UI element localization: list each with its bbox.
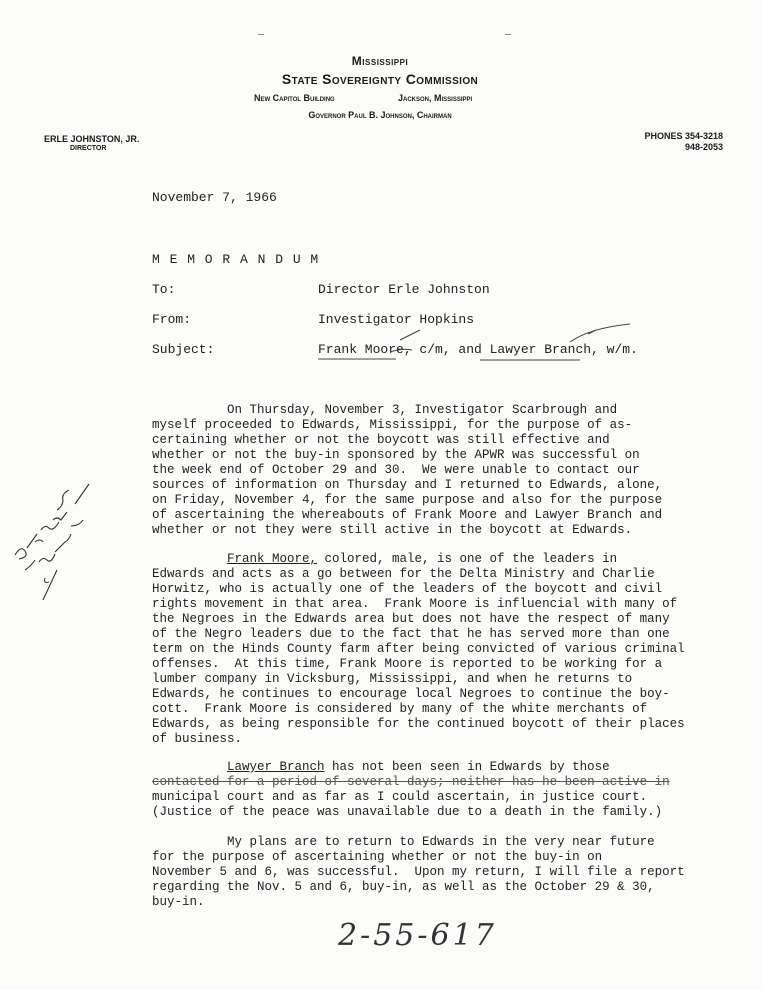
- director-title: DIRECTOR: [70, 145, 107, 152]
- top-mark-right: —: [505, 30, 512, 41]
- text-line: lumber company in Vicksburg, Mississippi, and when he returns to: [152, 672, 633, 686]
- phone-secondary: 948-2053: [684, 142, 723, 152]
- lawyer-branch-name: Lawyer Branch: [227, 760, 325, 774]
- director-name: ERLE JOHNSTON, JR.: [44, 134, 140, 144]
- text-line: term on the Hinds County farm after being convicted of various criminal: [152, 642, 685, 656]
- paragraph-3-first-line: [152, 760, 610, 775]
- letterhead-commission: State Sovereignty Commission: [281, 71, 479, 87]
- from-label: From:: [152, 312, 192, 327]
- text-line: regarding the Nov. 5 and 6, buy-in, as well as the October 29 & 30,: [152, 880, 655, 894]
- text-line: the Negroes in the Edwards area but does not have the respect of many: [152, 612, 670, 626]
- text-line: Edwards, as being responsible for the continued boycott of their places: [152, 717, 685, 731]
- text-line: of ascertaining the whereabouts of Frank Moore and Lawyer Branch and: [152, 508, 663, 522]
- memo-heading: M E M O R A N D U M: [152, 252, 320, 267]
- text-line: cott. Frank Moore is considered by many of the white merchants of: [152, 702, 648, 716]
- letterhead-city: Jackson, Mississippi: [398, 93, 473, 103]
- text-line: myself proceeded to Edwards, Mississippi, for the purpose of as-: [152, 418, 633, 432]
- phone-primary: PHONES 354-3218: [644, 131, 723, 141]
- handwritten-margin-note: [5, 470, 100, 605]
- text-line: whether or not they were still active in the boycott at Edwards.: [152, 523, 633, 537]
- text-line: sources of information on Thursday and I returned to Edwards, alone,: [152, 478, 663, 492]
- text-line: certaining whether or not the boycott was still effective and: [152, 433, 610, 447]
- text-line: whether or not the buy-in sponsored by the APWR was successful on: [152, 448, 640, 462]
- handwritten-check-marks: [390, 320, 650, 360]
- to-value: Director Erle Johnston: [318, 282, 490, 297]
- text-line: (Justice of the peace was unavailable due to a death in the family.): [152, 805, 663, 819]
- from-value: Investigator Hopkins: [318, 312, 475, 327]
- text-line: for the purpose of ascertaining whether or not the buy-in on: [152, 850, 603, 864]
- text-line: municipal court and as far as I could ascertain, in justice court.: [152, 790, 648, 804]
- top-mark: —: [258, 30, 265, 41]
- text-line: the week end of October 29 and 30. We were unable to contact our: [152, 463, 640, 477]
- text-line: of business.: [152, 732, 243, 746]
- text-line: On Thursday, November 3, Investigator Scarbrough and: [152, 403, 618, 417]
- text-line: on Friday, November 4, for the same purpose and also for the purpose: [152, 493, 663, 507]
- letterhead-governor: Governor Paul B. Johnson, Chairman: [308, 110, 452, 120]
- subject-value: Frank Moore, c/m, and Lawyer Branch, w/m.: [318, 342, 638, 357]
- text-line: of the Negro leaders due to the fact that he has served more than one: [152, 627, 670, 641]
- text-line: Horwitz, who is actually one of the leaders of the boycott and civil: [152, 582, 663, 596]
- memo-date: November 7, 1966: [152, 190, 277, 205]
- text-line: buy-in.: [152, 895, 205, 909]
- text-line: Edwards and acts as a go between for the Delta Ministry and Charlie: [152, 567, 655, 581]
- handwritten-file-number: 2-55-617: [338, 918, 497, 953]
- text-line: offenses. At this time, Frank Moore is reported to be working for a: [152, 657, 663, 671]
- to-label: To:: [152, 282, 176, 297]
- subject-underlines: [318, 357, 618, 363]
- text-line: My plans are to return to Edwards in the very near future: [152, 835, 655, 849]
- paragraph-3-first-rest: has not been seen in Edwards by those: [324, 760, 610, 774]
- paragraph-2-first-rest: colored, male, is one of the leaders in: [317, 552, 618, 566]
- paragraph-2-first-line: [152, 552, 617, 567]
- text-line: rights movement in that area. Frank Moore is influencial with many of: [152, 597, 678, 611]
- letterhead-state: Mississippi: [351, 54, 409, 68]
- text-line: Edwards, he continues to encourage local Negroes to continue the boy-: [152, 687, 670, 701]
- text-line: November 5 and 6, was successful. Upon my return, I will file a report: [152, 865, 685, 879]
- frank-moore-name: Frank Moore,: [227, 552, 318, 566]
- paragraph-3-struck-line: contacted for a period of several days; neither has he been active in: [152, 775, 670, 789]
- subject-label: Subject:: [152, 342, 215, 357]
- letterhead-building: New Capitol Building: [254, 93, 335, 103]
